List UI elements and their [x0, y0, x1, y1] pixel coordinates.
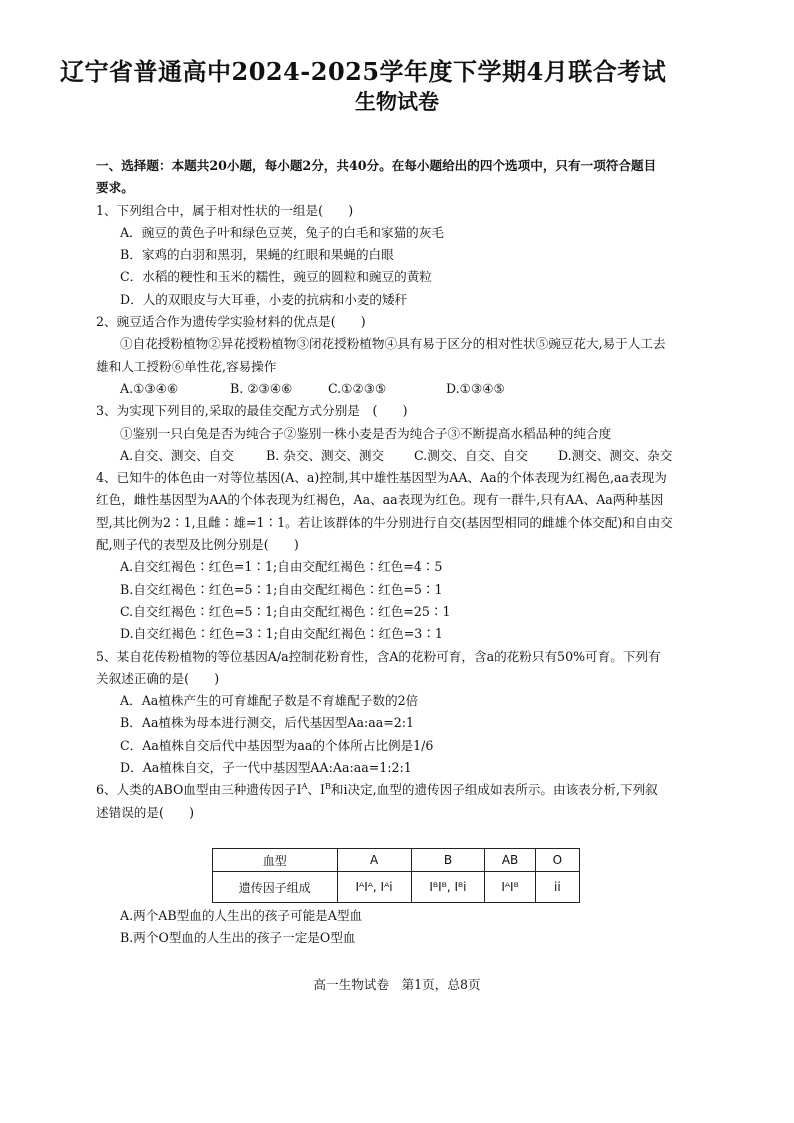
question-4-stem: 4、已知牛的体色由一对等位基因(A、a)控制,其中雄性基因型为AA、Aa的个体表现为红褐色,aa表现为 — [96, 470, 667, 486]
q6-options — [120, 905, 720, 950]
table-header-cell: AB — [485, 849, 535, 872]
question-3-stem: 3、为实现下列目的,采取的最佳交配方式分别是 ( ) — [96, 403, 408, 419]
q6-stem-part1: 6、人类的ABO血型由三种遗传因子I — [96, 782, 302, 798]
q5-option-d: D．Aa植株自交，子一代中基因型AA:Aa:aa=1:2:1 — [120, 760, 412, 776]
table-header-cell: B — [411, 849, 485, 872]
table-cell: IᴮIᴮ, Iᴮi — [411, 872, 485, 903]
table-header-row — [213, 849, 580, 872]
q6-stem-part2: 、I — [307, 782, 325, 798]
q5-option-b: B．Aa植株为母本进行测交，后代基因型Aa:aa=2:1 — [120, 715, 415, 731]
table-cell: ii — [535, 872, 579, 903]
question-6-stem — [96, 779, 706, 801]
question-4-stem-2: 红色，雌性基因型为AA的个体表现为红褐色，Aa、aa表现为红色。现有一群牛,只有AA、Aa两种基因 — [96, 492, 664, 508]
q3-option-b: B. 杂交、测交、测交 — [266, 447, 385, 463]
question-1-stem: 1、下列组合中，属于相对性状的一组是( ) — [96, 202, 354, 218]
questions-body — [96, 155, 706, 824]
q6-option-b: B.两个O型血的人生出的孩子一定是O型血 — [120, 930, 356, 946]
section-heading: 一、选择题：本题共20小题，每小题2分，共40分。在每小题给出的四个选项中，只有一项符合题目 — [96, 158, 657, 173]
q2-options-row — [96, 378, 706, 400]
table-header-cell: 血型 — [213, 849, 338, 872]
q1-option-c: C．水稻的粳性和玉米的糯性，豌豆的圆粒和豌豆的黄粒 — [120, 269, 432, 285]
table-header-cell: A — [337, 849, 411, 872]
q2-option-b: B. ②③④⑥ — [230, 380, 293, 396]
q3-option-c: C.测交、自交、自交 — [414, 447, 528, 463]
page-footer: 高一生物试卷 第1页，总8页 — [313, 977, 481, 992]
table-cell: IᴬIᴮ — [485, 872, 535, 903]
q1-option-a: A．豌豆的黄色子叶和绿色豆荚，兔子的白毛和家猫的灰毛 — [120, 224, 444, 240]
q2-items: ①自花授粉植物②异花授粉植物③闭花授粉植物④具有易于区分的相对性状⑤豌豆花大,易于人工去 — [120, 336, 666, 352]
q2-option-d: D.①③④⑤ — [446, 380, 505, 396]
q6-option-a: A.两个AB型血的人生出的孩子可能是A型血 — [120, 908, 363, 923]
q4-option-b: B.自交红褐色∶红色=5∶1;自由交配红褐色∶红色=5∶1 — [120, 581, 443, 597]
question-5-stem-2: 关叙述正确的是( ) — [96, 670, 220, 686]
question-6-stem-2: 述错误的是( ) — [96, 804, 194, 820]
q2-items-cont: 雄和人工授粉⑥单性花,容易操作 — [96, 358, 277, 374]
q6-stem-part3: 和i决定,血型的遗传因子组成如表所示。由该表分析,下列叙 — [330, 782, 658, 798]
table-header-cell: O — [535, 849, 579, 872]
question-4-stem-3: 型,其比例为2∶1,且雌∶雄=1∶1。若让该群体的牛分别进行自交(基因型相同的雌雄个体交配)和自由交 — [96, 514, 673, 530]
question-2-stem: 2、豌豆适合作为遗传学实验材料的优点是( ) — [96, 314, 366, 330]
q5-option-c: C．Aa植株自交后代中基因型为aa的个体所占比例是1/6 — [120, 737, 434, 753]
q6-sup-a: A — [301, 782, 308, 792]
section-heading-cont: 要求。 — [96, 180, 134, 196]
q3-option-d: D.测交、测交、杂交 — [558, 447, 673, 463]
table-row — [213, 872, 580, 903]
q4-option-d: D.自交红褐色∶红色=3∶1;自由交配红褐色∶红色=3∶1 — [120, 626, 443, 642]
q4-option-a: A.自交红褐色∶红色=1∶1;自由交配红褐色∶红色=4∶5 — [120, 559, 443, 575]
table-row-label: 遗传因子组成 — [213, 872, 338, 903]
q3-options-row — [96, 445, 706, 467]
q5-option-a: A．Aa植株产生的可育雄配子数是不育雄配子数的2倍 — [120, 693, 419, 709]
q3-items: ①鉴别一只白兔是否为纯合子②鉴别一株小麦是否为纯合子③不断提高水稻品种的纯合度 — [120, 425, 612, 441]
q3-option-a: A.自交、测交、自交 — [120, 447, 234, 463]
q2-option-a: A.①③④⑥ — [120, 380, 179, 396]
question-4-stem-4: 配,则子代的表型及比例分别是( ) — [96, 537, 299, 553]
table-cell: IᴬIᴬ, Iᴬi — [337, 872, 411, 903]
q6-sup-b: B — [324, 782, 331, 792]
exam-title: 辽宁省普通高中2024-2025学年度下学期4月联合考试 — [60, 57, 667, 86]
q1-option-d: D．人的双眼皮与大耳垂，小麦的抗病和小麦的矮秆 — [120, 291, 408, 307]
q1-option-b: B．家鸡的白羽和黑羽，果蝇的红眼和果蝇的白眼 — [120, 247, 394, 263]
exam-subject: 生物试卷 — [355, 89, 439, 114]
question-5-stem: 5、某自花传粉植物的等位基因A/a控制花粉育性，含A的花粉可育，含a的花粉只有50%可育。下列有 — [96, 648, 661, 664]
q4-option-c: C.自交红褐色∶红色=5∶1;自由交配红褐色∶红色=25∶1 — [120, 603, 451, 619]
blood-type-table — [212, 848, 580, 903]
q2-option-c: C.①②③⑤ — [328, 380, 387, 396]
